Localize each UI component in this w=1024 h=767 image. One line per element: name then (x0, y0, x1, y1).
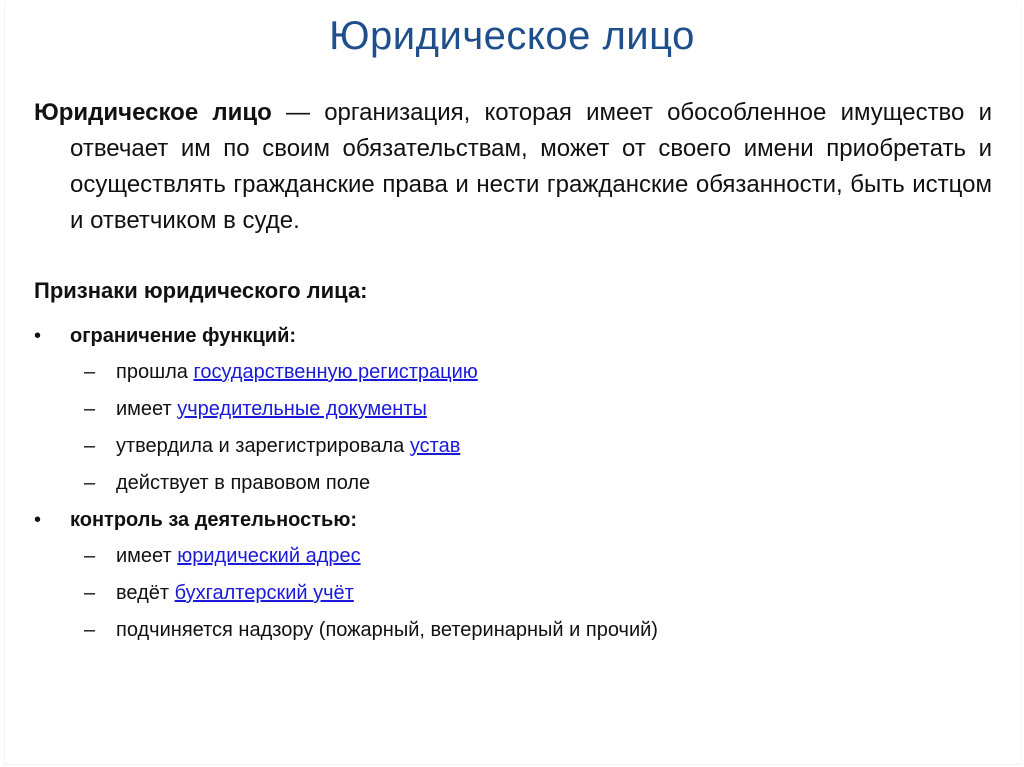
group-label: контроль за деятельностью: (70, 508, 358, 531)
dash-icon: – (84, 582, 96, 604)
slide-title: Юридическое лицо (329, 14, 695, 58)
item-text: имеет (116, 545, 172, 567)
group-heading (34, 318, 934, 354)
list-item (34, 428, 934, 465)
item-text: ведёт (116, 582, 170, 604)
list-item (34, 538, 934, 575)
dash-icon: – (84, 361, 96, 383)
bullet-icon: • (34, 324, 42, 347)
link-founding-documents[interactable]: учредительные документы (177, 398, 427, 420)
dash-icon: – (84, 545, 96, 567)
list-item (34, 391, 934, 428)
bullet-icon: • (34, 508, 42, 531)
dash-icon: – (84, 472, 96, 494)
definition-paragraph (34, 95, 992, 239)
item-text: имеет (116, 398, 172, 420)
item-text: действует в правовом поле (116, 472, 371, 494)
list-item (34, 354, 934, 391)
link-charter[interactable]: устав (409, 435, 461, 457)
dash-icon: – (84, 619, 96, 641)
dash-icon: – (84, 435, 96, 457)
features-heading: Признаки юридического лица: (34, 278, 368, 303)
item-text: подчиняется надзору (пожарный, ветеринарный и прочий) (116, 619, 658, 641)
features-list (34, 318, 934, 649)
item-text: прошла (116, 361, 188, 383)
definition-block (34, 95, 992, 239)
link-legal-address[interactable]: юридический адрес (177, 545, 361, 567)
group-heading (34, 502, 934, 538)
list-item (34, 575, 934, 612)
definition-term: Юридическое лицо (34, 99, 272, 126)
link-accounting[interactable]: бухгалтерский учёт (174, 582, 354, 604)
link-state-registration[interactable]: государственную регистрацию (193, 361, 478, 383)
item-text: утвердила и зарегистрировала (116, 435, 405, 457)
group-label: ограничение функций: (70, 324, 297, 347)
dash-icon: – (84, 398, 96, 420)
definition-text: — организация, которая имеет обособленное имущество и отвечает им по своим обязательствам, может от своего имени приобретать и осуществлять гражданские права и нести гражданские обязанности, быть истцом и ответчиком в суде. (70, 99, 992, 234)
list-item (34, 612, 934, 649)
list-item (34, 465, 934, 502)
